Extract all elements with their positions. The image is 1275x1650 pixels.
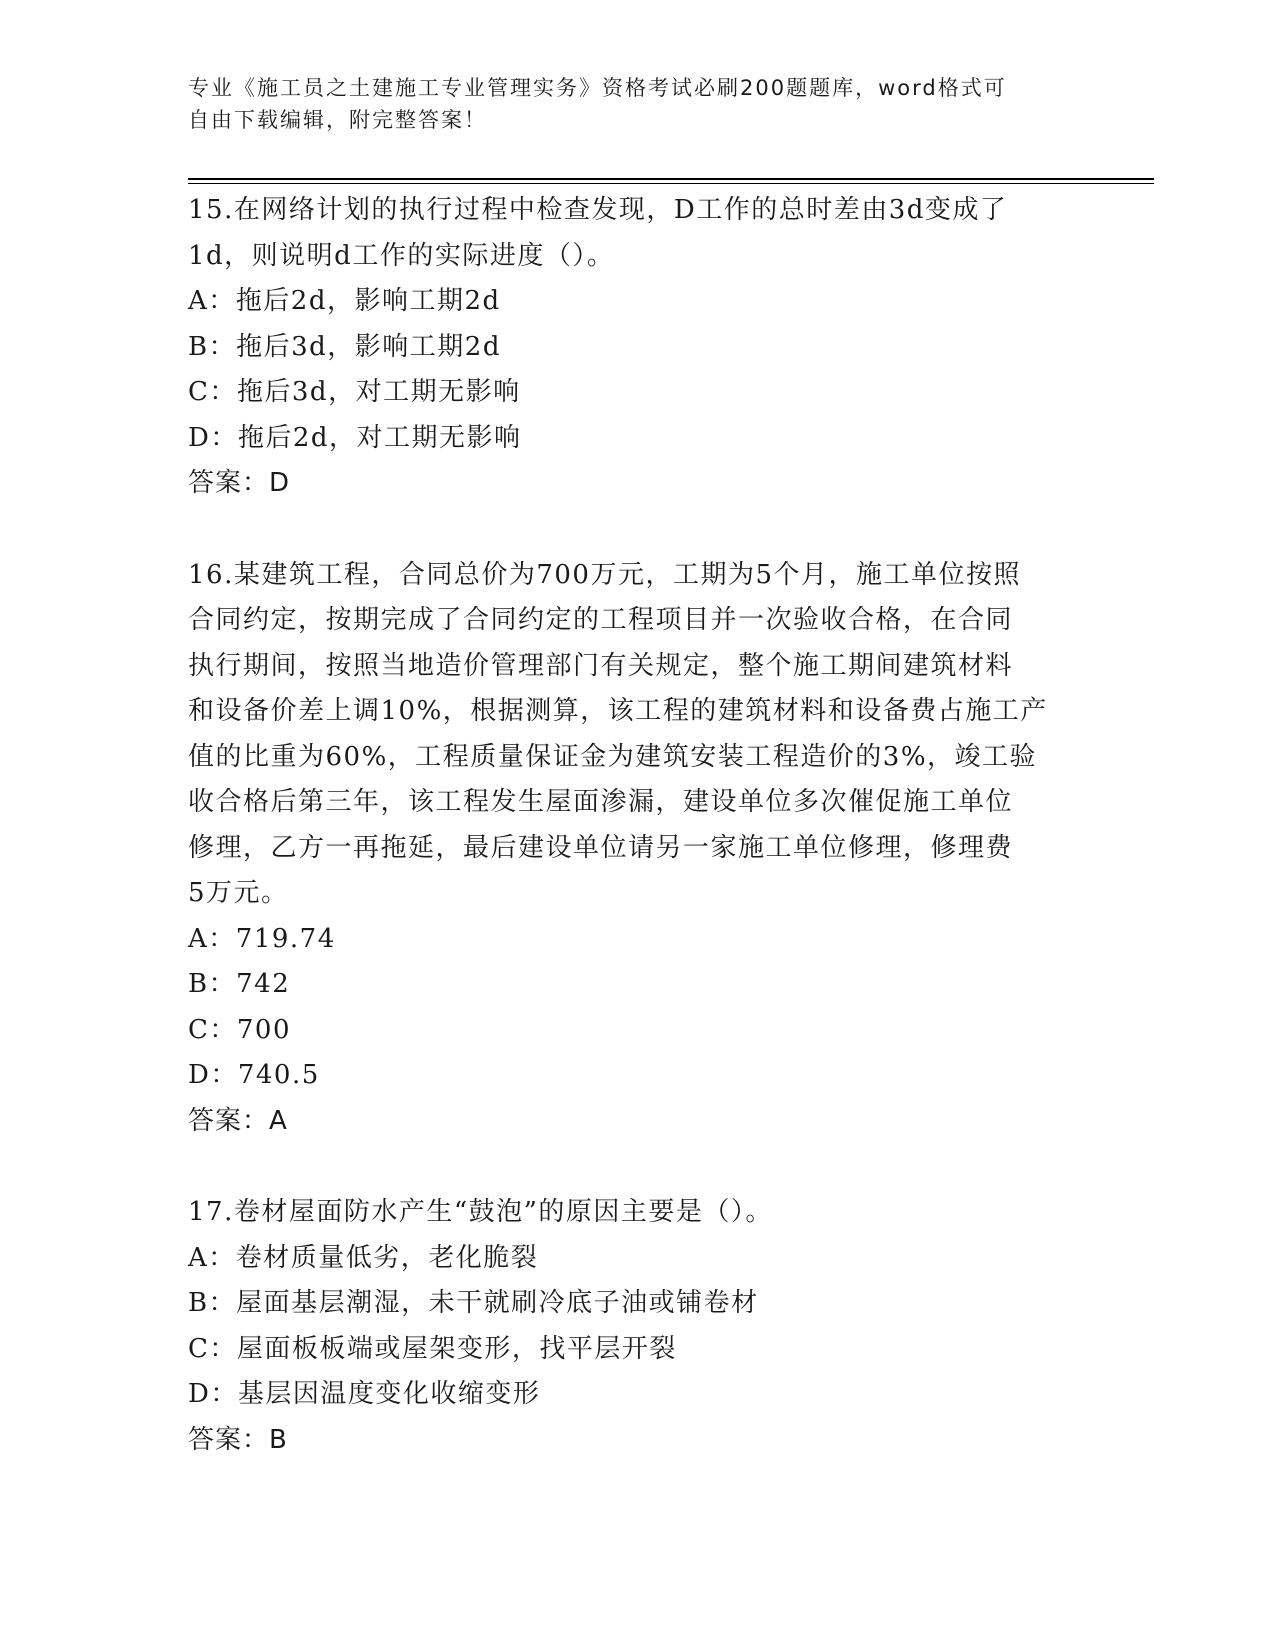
question-text-line: 收合格后第三年，该工程发生屋面渗漏，建设单位多次催促施工单位 (188, 787, 1014, 817)
question-text-line: 合同约定，按期完成了合同约定的工程项目并一次验收合格，在合同 (188, 605, 1014, 635)
answer-label: 答案：D (188, 468, 291, 498)
question-text-line: 16.某建筑工程，合同总价为700万元，工期为5个月，施工单位按照 (188, 559, 1022, 590)
answer-label: 答案：B (188, 1424, 288, 1455)
option-b: B：742 (188, 969, 291, 999)
question-spacer (188, 507, 1088, 553)
document-header (188, 72, 1068, 136)
answer-label: 答案：A (188, 1105, 288, 1136)
question-text-line: 17.卷材屋面防水产生“鼓泡”的原因主要是（）。 (188, 1197, 773, 1227)
option-d: D：基层因温度变化收缩变形 (188, 1379, 541, 1409)
option-a: A：拖后2d，影响工期2d (188, 286, 501, 316)
question-text-line: 值的比重为60%，工程质量保证金为建筑安装工程造价的3%，竣工验 (188, 741, 1038, 772)
question-list (188, 188, 1088, 1463)
option-d: D：拖后2d，对工期无影响 (188, 422, 522, 453)
option-d: D：740.5 (188, 1060, 320, 1090)
question-text-line: 15.在网络计划的执行过程中检查发现，D工作的总时差由3d变成了 (188, 195, 1008, 225)
question-text-line: 执行期间，按照当地造价管理部门有关规定，整个施工期间建筑材料 (188, 650, 1014, 681)
question-16 (188, 553, 1088, 1145)
question-text-line: 修理，乙方一再拖延，最后建设单位请另一家施工单位修理，修理费 (188, 832, 1014, 863)
question-text-line: 和设备价差上调10%，根据测算，该工程的建筑材料和设备费占施工产 (188, 696, 1048, 726)
option-a: A：719.74 (188, 923, 336, 954)
header-line-2: 自由下载编辑，附完整答案！ (188, 108, 487, 132)
question-17 (188, 1190, 1088, 1463)
header-line-1: 专业《施工员之土建施工专业管理实务》资格考试必刷200题题库，word格式可 (188, 76, 1007, 100)
question-text-line: 5万元。 (188, 878, 289, 908)
option-b: B：拖后3d，影响工期2d (188, 331, 501, 362)
option-b: B：屋面基层潮湿，未干就刷冷底子油或铺卷材 (188, 1288, 759, 1318)
option-c: C：700 (188, 1014, 292, 1045)
question-text-line: 1d，则说明d工作的实际进度（）。 (188, 240, 615, 271)
question-15 (188, 188, 1088, 507)
header-divider-thin (188, 183, 1154, 184)
header-divider-thick (188, 178, 1154, 180)
option-c: C：屋面板板端或屋架变形，找平层开裂 (188, 1333, 677, 1364)
option-a: A：卷材质量低劣，老化脆裂 (188, 1242, 539, 1273)
option-c: C：拖后3d，对工期无影响 (188, 377, 521, 407)
question-spacer (188, 1144, 1088, 1190)
